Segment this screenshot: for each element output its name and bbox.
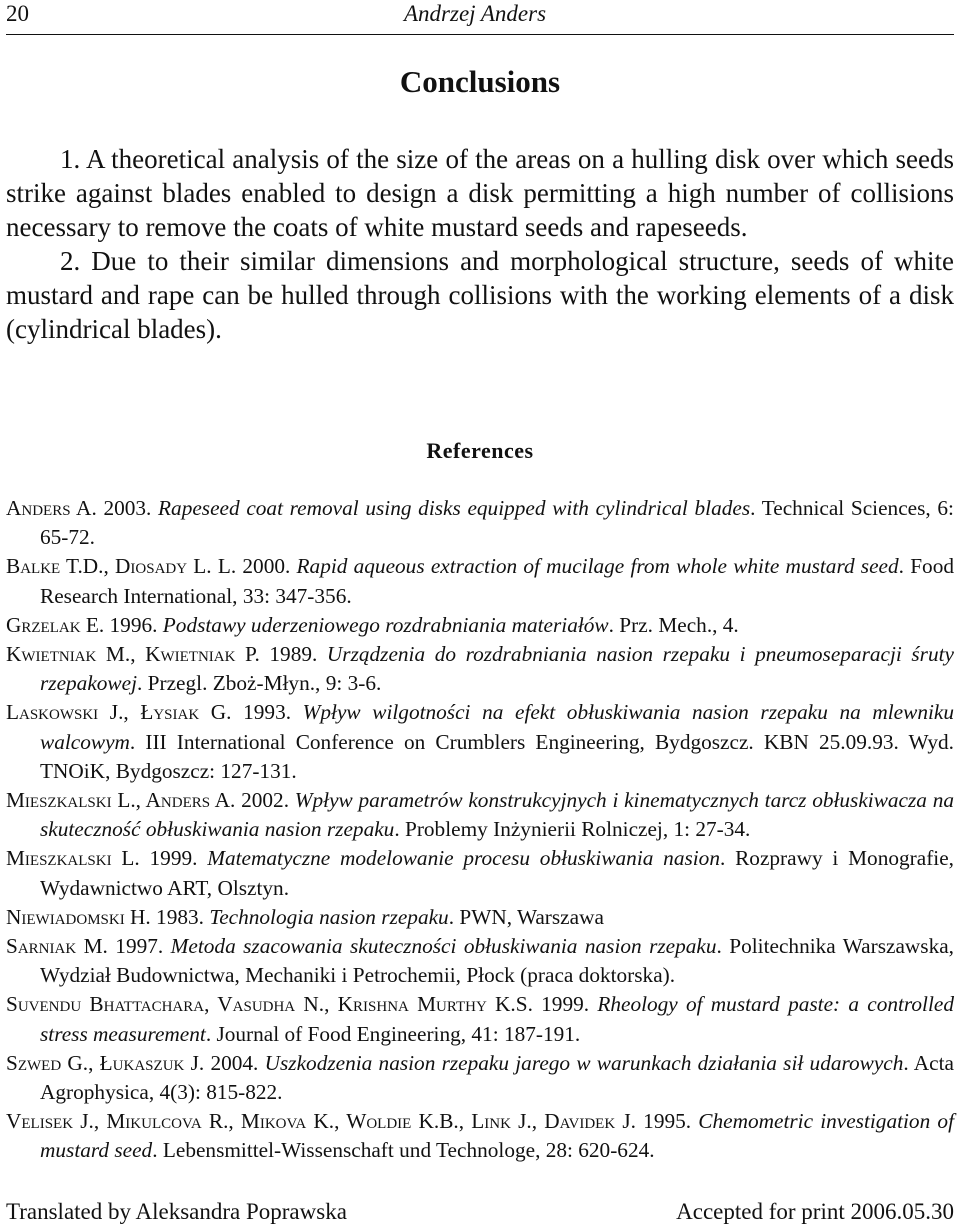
reference-authors: Niewiadomski H. [6,904,151,929]
reference-entry [6,1107,954,1165]
reference-year: 1997. [107,934,171,959]
reference-source: . Technical Sciences, 6: 65-72. [40,496,954,550]
reference-authors: Suvendu Bhattachara, Vasudha N., Krishna Murthy K.S. [6,992,533,1017]
reference-authors: Anders A. [6,496,97,520]
reference-title: Rapeseed coat removal using disks equipped with cylindrical blades [158,496,751,520]
conclusions-heading: Conclusions [399,64,561,99]
conclusion-item: 1. A theoretical analysis of the size of the areas on a hulling disk over which seeds strike against blades enabled to design a disk permitting a high number of collisions necessary to remove the coats of white mustard seeds and rapeseeds. [6,144,954,242]
reference-source: . III International Conference on Crumblers Engineering, Bydgoszcz. KBN 25.09.93. Wyd. TNOiK, Bydgoszcz: 127-131. [40,729,954,783]
running-head [6,0,954,35]
reference-title: Rapid aqueous extraction of mucilage from whole white mustard seed [296,554,899,579]
reference-authors: Mieszkalski L. [6,846,140,871]
reference-source: . Politechnika Warszawska, Wydział Budownictwa, Mechaniki i Petrochemii, Płock (praca doktorska). [40,934,954,988]
reference-title: Metoda szacowania skuteczności obłuskiwania nasion rzepaku [170,934,717,959]
reference-title: Technologia nasion rzepaku [209,904,449,929]
conclusion-item: 2. Due to their similar dimensions and morphological structure, seeds of white mustard and rape can be hulled through collisions with the working elements of a disk (cylindrical blades). [6,246,954,344]
reference-entry [6,494,954,552]
reference-title: Uszkodzenia nasion rzepaku jarego w warunkach działania sił udarowych [264,1050,904,1075]
running-head-author: Andrzej Anders [404,1,547,26]
reference-entry [6,611,954,640]
reference-year: 1995. [635,1109,699,1134]
reference-year: 2003. [96,496,159,520]
reference-title: Wpływ parametrów konstrukcyjnych i kinematycznych tarcz obłuskiwacza na skuteczność obłuskiwania nasion rzepaku [40,788,954,842]
reference-year: 1989. [259,642,327,667]
references-heading: References [426,438,534,463]
reference-source: . Prz. Mech., 4. [608,612,739,637]
reference-entry [6,932,954,990]
reference-year: 1999. [532,992,598,1017]
translator-note: Translated by Aleksandra Poprawska [6,1199,347,1224]
reference-title: Matematyczne modelowanie procesu obłuskiwania nasion [207,846,720,871]
reference-authors: Balke T.D., Diosady L. L. [6,554,237,579]
reference-entry [6,786,954,844]
accepted-date: Accepted for print 2006.05.30 [676,1199,954,1224]
reference-authors: Grzelak E. [6,612,105,637]
conclusions-body [6,142,954,346]
reference-source: . Problemy Inżynierii Rolniczej, 1: 27-34. [394,817,751,842]
reference-entry [6,1049,954,1107]
reference-entry [6,990,954,1048]
references-list [6,494,954,1166]
reference-source: . Journal of Food Engineering, 41: 187-191. [205,1021,581,1046]
reference-authors: Laskowski J., Łysiak G. [6,700,232,725]
reference-year: 1993. [231,700,303,725]
reference-title: Chemometric investigation of mustard seed [40,1109,954,1163]
reference-source: . Acta Agrophysica, 4(3): 815-822. [40,1050,955,1105]
reference-source: . Rozprawy i Monografie, Wydawnictwo ART, Olsztyn. [40,846,954,900]
reference-entry [6,903,954,932]
reference-year: 1983. [150,904,210,929]
reference-year: 2004. [204,1050,265,1075]
reference-title: Podstawy uderzeniowego rozdrabniania materiałów [162,612,609,637]
reference-authors: Sarniak M. [6,934,108,959]
reference-year: 2000. [236,554,297,579]
reference-authors: Velisek J., Mikulcova R., Mikova K., Woldie K.B., Link J., Davidek J. [6,1109,636,1134]
reference-authors: Kwietniak M., Kwietniak P. [6,642,260,667]
reference-title: Rheology of mustard paste: a controlled stress measurement [40,992,954,1046]
reference-year: 2002. [235,788,295,813]
reference-source: . PWN, Warszawa [448,904,604,929]
reference-title: Wpływ wilgotności na efekt obłuskiwania nasion rzepaku na mlewniku walcowym [40,700,954,754]
reference-entry [6,844,954,902]
reference-source: . Przegl. Zboż-Młyn., 9: 3-6. [137,671,382,696]
reference-title: Urządzenia do rozdrabniania nasion rzepaku i pneumoseparacji śruty rzepakowej [40,642,954,696]
reference-source: . Food Research International, 33: 347-356. [40,554,954,608]
reference-authors: Szwed G., Łukaszuk J. [6,1050,205,1075]
paper-page [6,0,954,1231]
reference-source: . Lebensmittel-Wissenschaft und Technologe, 28: 620-624. [152,1138,655,1163]
reference-entry [6,698,954,786]
reference-entry [6,640,954,698]
page-number: 20 [6,1,29,26]
reference-year: 1999. [139,846,208,871]
reference-authors: Mieszkalski L., Anders A. [6,788,236,813]
reference-entry [6,552,954,610]
reference-year: 1996. [104,612,163,637]
